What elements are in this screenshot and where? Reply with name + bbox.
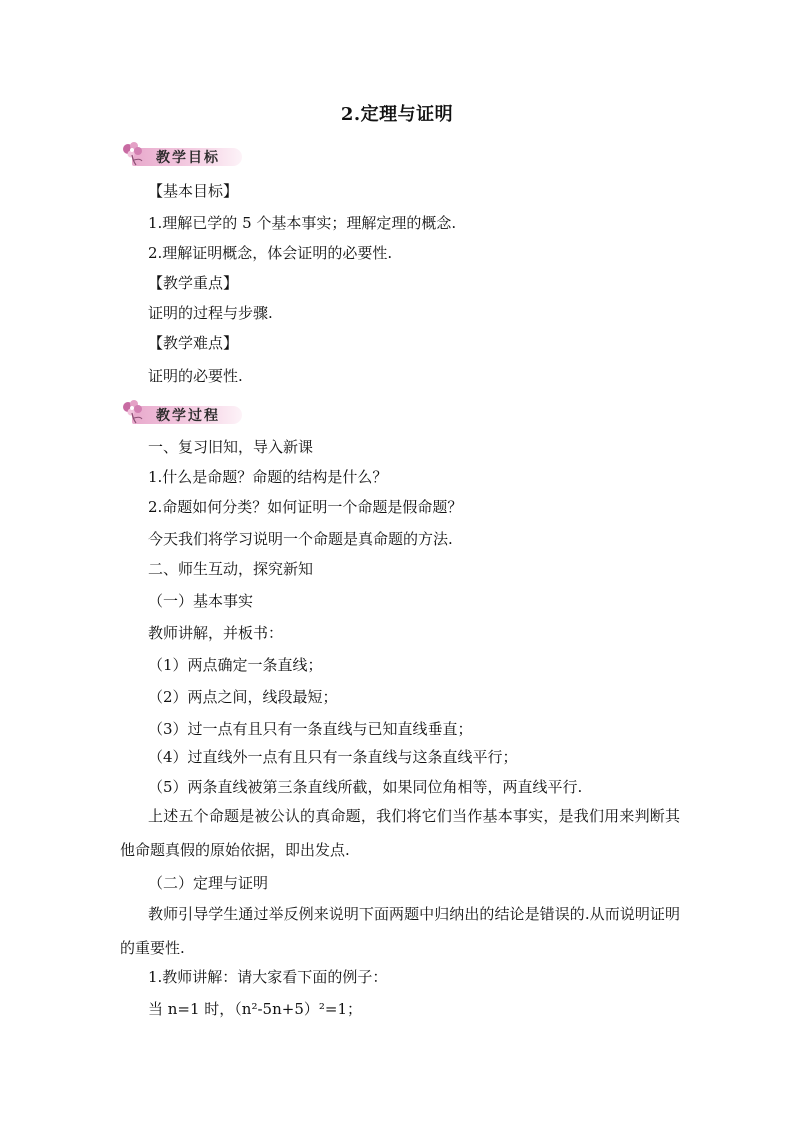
flower-icon bbox=[118, 396, 152, 424]
process-heading: 教学过程 bbox=[156, 408, 220, 424]
intro-text: 今天我们将学习说明一个命题是真命题的方法. bbox=[148, 530, 453, 548]
part2-title: 二、师生互动，探究新知 bbox=[148, 560, 314, 578]
part1-title: 一、复习旧知，导入新课 bbox=[148, 438, 314, 456]
key-point-text: 证明的过程与步骤. bbox=[148, 304, 273, 322]
fact-item: （2）两点之间，线段最短； bbox=[148, 688, 338, 706]
flower-icon bbox=[118, 138, 152, 166]
fact-item: （3）过一点有且只有一条直线与已知直线垂直； bbox=[148, 720, 473, 738]
sub2-title: （二）定理与证明 bbox=[148, 874, 269, 892]
difficulty-label: 【教学难点】 bbox=[148, 334, 239, 352]
objectives-heading: 教学目标 bbox=[156, 150, 220, 166]
goal-item-1: 1.理解已学的 5 个基本事实；理解定理的概念. bbox=[148, 214, 457, 232]
sub1-title: （一）基本事实 bbox=[148, 592, 254, 610]
objectives-section-badge bbox=[118, 138, 242, 166]
question-2: 2.命题如何分类？如何证明一个命题是假命题？ bbox=[148, 498, 463, 516]
example-formula: 当 n=1 时，（n²-5n+5）²=1； bbox=[148, 1000, 362, 1018]
process-section-badge bbox=[118, 396, 242, 424]
page-title: 2.定理与证明 bbox=[340, 104, 454, 125]
teacher-line: 教师讲解，并板书： bbox=[148, 624, 284, 642]
example-intro: 1.教师讲解：请大家看下面的例子： bbox=[148, 968, 388, 986]
fact-item: （4）过直线外一点有且只有一条直线与这条直线平行； bbox=[148, 748, 518, 766]
question-1: 1.什么是命题？命题的结构是什么？ bbox=[148, 468, 388, 486]
difficulty-text: 证明的必要性. bbox=[148, 367, 243, 385]
goal-item-2: 2.理解证明概念，体会证明的必要性. bbox=[148, 244, 393, 262]
fact-item: （1）两点确定一条直线； bbox=[148, 656, 323, 674]
guide-text: 教师引导学生通过举反例来说明下面两题中归纳出的结论是错误的.从而说明证明的重要性. bbox=[120, 905, 680, 957]
facts-summary: 上述五个命题是被公认的真命题，我们将它们当作基本事实，是我们用来判断其他命题真假的原始依据，即出发点. bbox=[120, 807, 680, 859]
fact-item: （5）两条直线被第三条直线所截，如果同位角相等，两直线平行. bbox=[148, 778, 583, 796]
key-point-label: 【教学重点】 bbox=[148, 274, 239, 292]
basic-goal-label: 【基本目标】 bbox=[148, 182, 239, 200]
